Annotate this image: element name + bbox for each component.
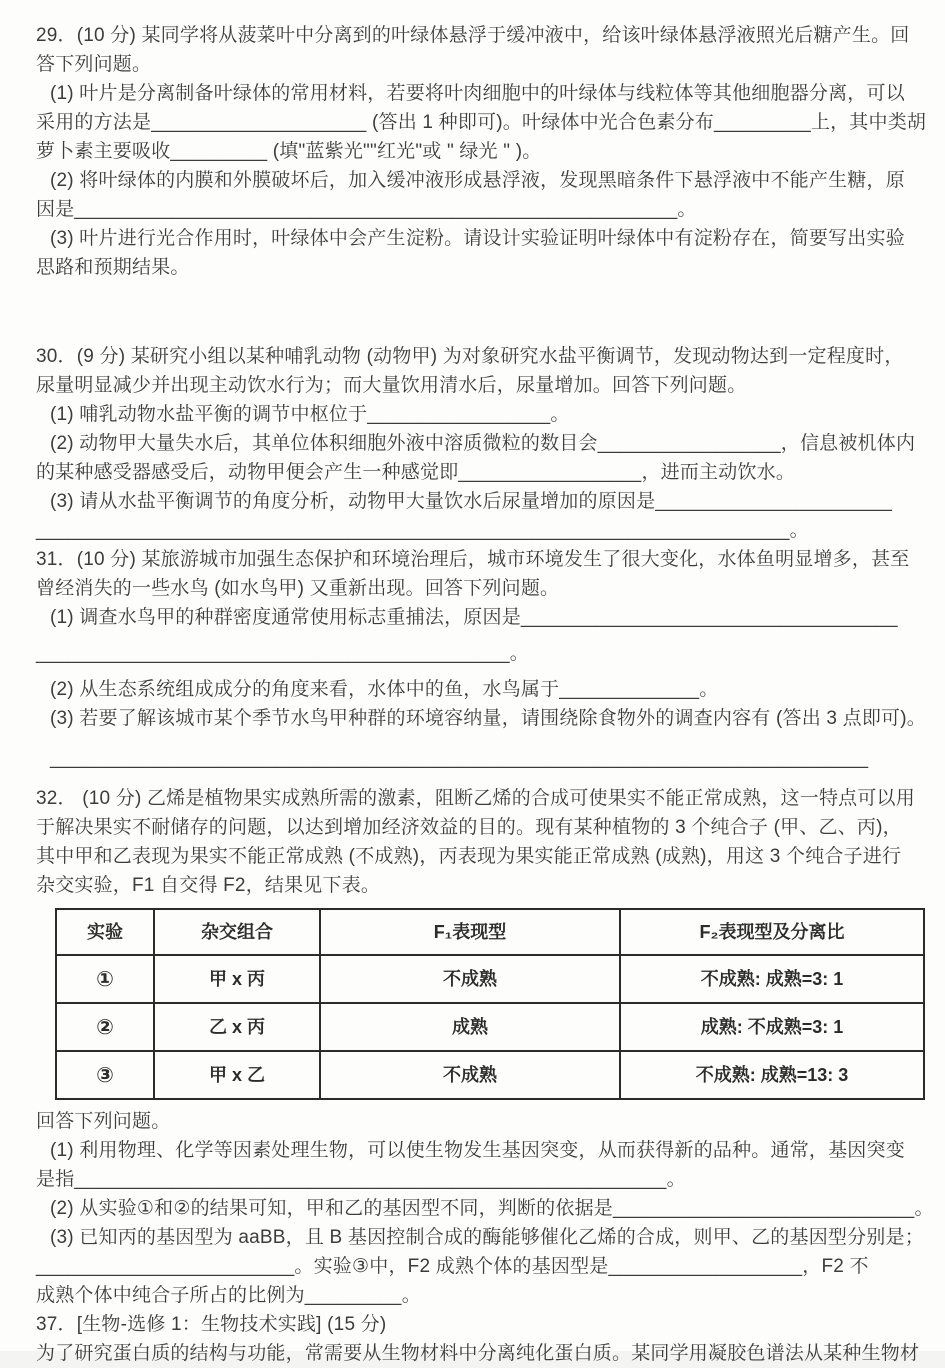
table-header-cross: 杂交组合 (154, 909, 320, 955)
q29-part1-line-2: 采用的方法是____________________ (答出 1 种即可)。叶绿体中光合色素分布_________上，其中类胡 (36, 112, 927, 133)
q32-line-3: 其中甲和乙表现为果实不能正常成熟 (不成熟)，丙表现为果实能正常成熟 (成熟)，用这 3 个纯合子进行 (36, 846, 902, 867)
question-31 (36, 545, 926, 773)
table-header-f1: F₁表现型 (320, 909, 620, 955)
table-cell-f2-1: 不成熟: 成熟=3: 1 (620, 955, 924, 1003)
table-cell-f1-1: 不成熟 (320, 955, 620, 1003)
q29-line-1: 29．(10 分) 某同学将从菠菜叶中分离到的叶绿体悬浮于缓冲液中，给该叶绿体悬浮液照光后糖产生。回 (36, 25, 910, 46)
q30-part3-line-1: (3) 请从水盐平衡调节的角度分析，动物甲大量饮水后尿量增加的原因是______________________ (50, 491, 893, 512)
q32-line-2: 于解决果实不耐储存的问题，以达到增加经济效益的目的。现有某种植物的 3 个纯合子 (甲、乙、丙)， (36, 817, 902, 838)
q29-part2-line-1: (2) 将叶绿体的内膜和外膜破坏后，加入缓冲液形成悬浮液，发现黑暗条件下悬浮液中不能产生糖，原 (50, 170, 905, 191)
table-cell-f2-2: 成熟: 不成熟=3: 1 (620, 1003, 924, 1051)
q32-part1-line-2: 是指_______________________________________________________。 (36, 1169, 686, 1190)
q32-part2-line-1: (2) 从实验①和②的结果可知，甲和乙的基因型不同，判断的依据是____________________________。 (50, 1198, 934, 1219)
q31-part1-line-1: (1) 调查水鸟甲的种群密度通常使用标志重捕法，原因是___________________________________ (50, 607, 898, 628)
q30-part2-line-1: (2) 动物甲大量失水后，其单位体积细胞外液中溶质微粒的数目会_________________，信息被机体内 (50, 433, 916, 454)
table-cell-f2-3: 不成熟: 成熟=13: 3 (620, 1051, 924, 1099)
q30-part3-answer-blank: ______________________________________________________________________。 (36, 520, 809, 541)
question-37 (36, 1310, 920, 1368)
table-cell-cross-3: 甲 x 乙 (154, 1051, 320, 1099)
table-cell-exp-3: ③ (56, 1051, 154, 1099)
q29-part1-line-3: 萝卜素主要吸收_________ (填"蓝紫光""红光"或 " 绿光 " )。 (36, 141, 542, 162)
q29-part3-line-1: (3) 叶片进行光合作用时，叶绿体中会产生淀粉。请设计实验证明叶绿体中有淀粉存在，简要写出实验 (50, 228, 905, 249)
q30-line-1: 30．(9 分) 某研究小组以某种哺乳动物 (动物甲) 为对象研究水盐平衡调节，发现动物达到一定程度时， (36, 346, 904, 367)
q32-line-1: 32． (10 分) 乙烯是植物果实成熟所需的激素，阻断乙烯的合成可使果实不能正常成熟，这一特点可以用 (36, 788, 915, 809)
q32-part1-line-1: (1) 利用物理、化学等因素处理生物，可以使生物发生基因突变，从而获得新的品种。通常，基因突变 (50, 1140, 905, 1161)
q30-part2-line-2: 的某种感受器感受后，动物甲便会产生一种感觉即_________________，进而主动饮水。 (36, 462, 796, 483)
q30-line-2: 尿量明显减少并出现主动饮水行为；而大量饮用清水后，尿量增加。回答下列问题。 (36, 375, 747, 396)
q37-line-1: 37．[生物-选修 1：生物技术实践] (15 分) (36, 1314, 387, 1335)
q29-line-2: 答下列问题。 (36, 54, 152, 75)
q31-part3-answer-blank: ____________________________________________________________________________ (50, 748, 869, 769)
q31-part3-line-1: (3) 若要了解该城市某个季节水鸟甲种群的环境容纳量，请围绕除食物外的调查内容有 (答出 3 点即可)。 (50, 708, 926, 729)
q32-line-4: 杂交实验，F1 自交得 F2，结果见下表。 (36, 875, 381, 896)
q32-part3-line-1: (3) 已知丙的基因型为 aaBB，且 B 基因控制合成的酶能够催化乙烯的合成，则甲、乙的基因型分别是； (50, 1227, 924, 1248)
table-header-experiment: 实验 (56, 909, 154, 955)
q32-part3-line-2: ________________________。实验③中，F2 成熟个体的基因型是__________________，F2 不 (36, 1256, 869, 1277)
q31-part2-line-1: (2) 从生态系统组成成分的角度来看，水体中的鱼，水鸟属于_____________。 (50, 679, 719, 700)
q32-answer-intro: 回答下列问题。 (36, 1111, 171, 1132)
q29-part1-line-1: (1) 叶片是分离制备叶绿体的常用材料，若要将叶肉细胞中的叶绿体与线粒体等其他细胞器分离，可以 (50, 83, 905, 104)
question-30 (36, 342, 916, 545)
table-cell-f1-2: 成熟 (320, 1003, 620, 1051)
cross-experiment-table (55, 908, 925, 1100)
question-32 (36, 784, 934, 1310)
q29-part3-line-2: 思路和预期结果。 (36, 257, 190, 278)
table-cell-exp-2: ② (56, 1003, 154, 1051)
question-29 (36, 21, 927, 282)
q31-line-2: 曾经消失的一些水鸟 (如水鸟甲) 又重新出现。回答下列问题。 (36, 578, 560, 599)
q30-part1-line-1: (1) 哺乳动物水盐平衡的调节中枢位于_________________。 (50, 404, 570, 425)
q32-part3-line-3: 成熟个体中纯合子所占的比例为_________。 (36, 1285, 421, 1306)
q29-part2-line-2: 因是________________________________________________________。 (36, 199, 697, 220)
table-header-f2: F₂表现型及分离比 (620, 909, 924, 955)
table-cell-cross-1: 甲 x 丙 (154, 955, 320, 1003)
table-cell-cross-2: 乙 x 丙 (154, 1003, 320, 1051)
table-row (56, 955, 924, 1003)
q31-line-1: 31．(10 分) 某旅游城市加强生态保护和环境治理后，城市环境发生了很大变化，水体鱼明显增多，甚至 (36, 549, 910, 570)
table-row (56, 1003, 924, 1051)
table-cell-exp-1: ① (56, 955, 154, 1003)
q37-line-2: 为了研究蛋白质的结构与功能，常需要从生物材料中分离纯化蛋白质。某同学用凝胶色谱法从某种生物材 (36, 1343, 920, 1364)
table-cell-f1-3: 不成熟 (320, 1051, 620, 1099)
q31-part1-answer-blank: ____________________________________________。 (36, 643, 529, 664)
table-row (56, 1051, 924, 1099)
table-header-row (56, 909, 924, 955)
